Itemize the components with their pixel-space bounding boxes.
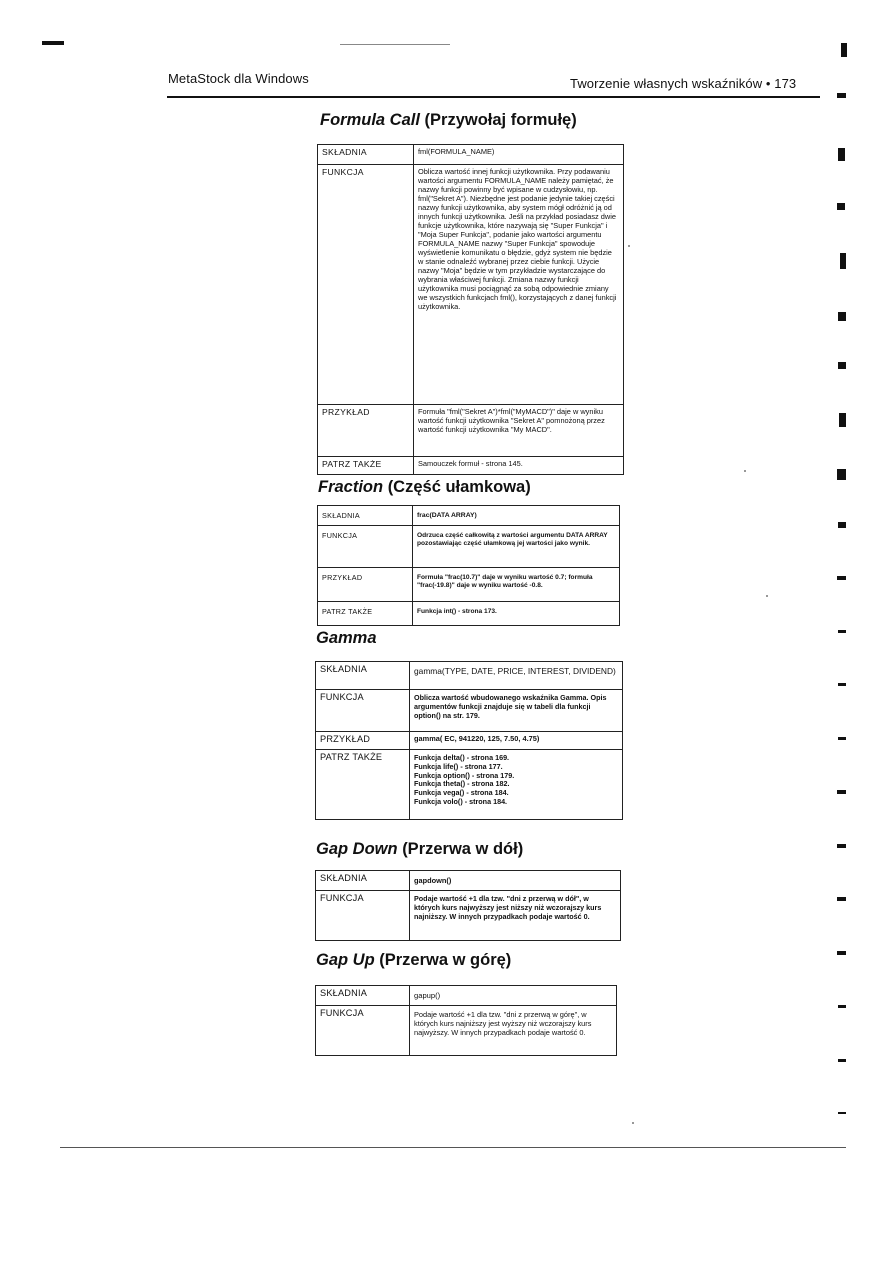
row-value: fml(FORMULA_NAME): [414, 145, 624, 165]
table-row: [318, 506, 620, 526]
edge-mark: [839, 413, 846, 427]
edge-mark: [840, 253, 846, 269]
edge-mark: [841, 43, 847, 57]
scan-speck: [766, 595, 768, 597]
section-title-gap-down: [316, 840, 523, 859]
table-row: [318, 165, 624, 405]
fraction-table: [317, 505, 620, 626]
row-value: Formuła "fml("Sekret A")*fml("MyMACD")" daje w wyniku wartość funkcji użytkownika "Sekret A" pomnożoną przez wartość funkcji użytkownika "My MACD".: [414, 405, 624, 457]
edge-mark: [837, 93, 846, 98]
row-key: FUNKCJA: [318, 526, 413, 568]
row-value: Funkcja int() - strona 173.: [413, 602, 620, 626]
scan-artifact: [42, 41, 64, 45]
row-key: FUNKCJA: [316, 891, 410, 941]
header-rule: [167, 96, 820, 98]
row-key: PATRZ TAKŻE: [318, 457, 414, 475]
edge-mark: [837, 951, 846, 955]
see-also-line: Funkcja delta() - strona 169.: [414, 753, 510, 762]
edge-mark: [838, 148, 845, 161]
section-title-en: Formula Call: [320, 111, 420, 129]
edge-mark: [838, 630, 846, 633]
table-row: [318, 405, 624, 457]
row-value: Samouczek formuł - strona 145.: [414, 457, 624, 475]
gamma-table: [315, 661, 623, 820]
row-key: PATRZ TAKŻE: [318, 602, 413, 626]
row-key: SKŁADNIA: [316, 662, 410, 690]
row-value: Oblicza wartość innej funkcji użytkownika. Przy podawaniu wartości argumentu FORMULA_NAME należy pamiętać, że nazwy funkcji powinny być wpisane w cudzysłowiu, np. fml("Sekret A"). Niezbędne jest podanie jedynie takiej części nazwy funkcji użytkownika, aby system mógł odróżnić ją od innych funkcji użytkownika. Jeśli na przykład posiadasz dwie funkcje użytkownika, które nazywają się "Super Funkcja" i "Moja Super Funkcja", podanie jako wartości argumentu FORMULA_NAME nazwy "Super Funkcja" spowoduje wyświetlenie komunikatu o błędzie, gdyż system nie będzie w stanie odnaleźć wybranej przez ciebie funkcji. Użycie nazwy "Moja" będzie w tym przykładzie wystarczające do wybrania właściwej funkcji. Zmiana nazwy funkcji użytkownika musi pociągnąć za sobą odpowiednie zmiany we wszystkich funkcjach fml(), korzystających z danej funkcji użytkownika.: [414, 165, 624, 405]
row-key: PATRZ TAKŻE: [316, 750, 410, 820]
row-value-list: [410, 750, 623, 820]
row-key: PRZYKŁAD: [318, 568, 413, 602]
edge-mark: [838, 1112, 846, 1114]
edge-mark: [838, 1005, 846, 1008]
row-value: Formuła "frac(10.7)" daje w wyniku wartość 0.7; formuła "frac(-19.8)" daje w wyniku wartość -0.8.: [413, 568, 620, 602]
section-title-pl: (Przywołaj formułę): [424, 111, 577, 129]
section-title-en: Fraction: [318, 478, 384, 496]
table-row: [318, 526, 620, 568]
row-key: PRZYKŁAD: [316, 732, 410, 750]
row-key: SKŁADNIA: [318, 145, 414, 165]
edge-mark: [838, 683, 846, 686]
row-value: Podaje wartość +1 dla tzw. "dni z przerwą w górę", w których kurs najniższy jest wyższy niż wczorajszy kurs najwyższy. W innych przypadkach podaje wartość 0.: [410, 1006, 617, 1056]
table-row: [316, 750, 623, 820]
table-row: [318, 602, 620, 626]
table-row: [316, 871, 621, 891]
section-title-en: Gap Down: [316, 840, 398, 858]
row-value: gapup(): [410, 986, 617, 1006]
row-key: FUNKCJA: [318, 165, 414, 405]
row-key: SKŁADNIA: [318, 506, 413, 526]
running-header-left: MetaStock dla Windows: [168, 71, 309, 86]
table-row: [316, 662, 623, 690]
gap-up-table: [315, 985, 617, 1056]
edge-mark: [838, 737, 846, 740]
see-also-line: Funkcja life() - strona 177.: [414, 761, 503, 771]
section-title-pl: (Przerwa w górę): [379, 951, 512, 969]
see-also-line: Funkcja vega() - strona 184.: [414, 788, 509, 798]
edge-mark: [837, 469, 846, 480]
edge-mark: [838, 522, 846, 528]
table-row: [316, 1006, 617, 1056]
row-key: SKŁADNIA: [316, 871, 410, 891]
gap-down-table: [315, 870, 621, 941]
row-key: FUNKCJA: [316, 1006, 410, 1056]
row-value: gamma( EC, 941220, 125, 7.50, 4.75): [410, 732, 623, 750]
edge-mark: [837, 844, 846, 848]
section-title-pl: (Przerwa w dół): [402, 840, 524, 858]
section-title-en: Gamma: [316, 629, 377, 647]
see-also-line: Funkcja theta() - strona 182.: [414, 779, 510, 789]
table-row: [318, 145, 624, 165]
table-row: [316, 891, 621, 941]
see-also-line: Funkcja option() - strona 179.: [414, 770, 515, 780]
section-title-gap-up: [316, 951, 511, 970]
table-row: [318, 568, 620, 602]
edge-mark: [837, 203, 845, 210]
edge-mark: [837, 576, 846, 580]
table-row: [316, 986, 617, 1006]
edge-mark: [837, 897, 846, 901]
edge-mark: [837, 790, 846, 794]
section-title-fraction: [318, 478, 531, 497]
row-value: Oblicza wartość wbudowanego wskaźnika Gamma. Opis argumentów funkcji znajduje się w tabeli dla funkcji option() na str. 179.: [410, 690, 623, 732]
edge-mark: [838, 362, 846, 369]
footer-rule: [60, 1147, 846, 1148]
see-also-line: Funkcja volo() - strona 184.: [414, 796, 508, 806]
table-row: [318, 457, 624, 475]
row-value: frac(DATA ARRAY): [413, 506, 620, 526]
row-key: PRZYKŁAD: [318, 405, 414, 457]
row-value: Podaje wartość +1 dla tzw. "dni z przerwą w dół", w których kurs najwyższy jest niższy niż wczorajszy kurs najniższy. W innych przypadkach podaje wartość 0.: [410, 891, 621, 941]
scan-speck: [744, 470, 746, 472]
section-title-en: Gap Up: [316, 951, 375, 969]
scan-speck: [632, 1122, 634, 1124]
section-title-gamma: [316, 629, 377, 648]
edge-mark: [838, 1059, 846, 1062]
formula-call-table: [317, 144, 624, 475]
row-key: SKŁADNIA: [316, 986, 410, 1006]
row-value: gapdown(): [410, 871, 621, 891]
scan-speck: [628, 245, 630, 247]
edge-mark: [838, 312, 846, 321]
table-row: [316, 732, 623, 750]
section-title-formula-call: [320, 111, 577, 130]
top-faint-line: [340, 44, 450, 45]
row-key: FUNKCJA: [316, 690, 410, 732]
table-row: [316, 690, 623, 732]
row-value: Odrzuca część całkowitą z wartości argumentu DATA ARRAY pozostawiając część ułamkową jej wartości jako wynik.: [413, 526, 620, 568]
section-title-pl: (Część ułamkowa): [387, 478, 531, 496]
running-header-right: Tworzenie własnych wskaźników • 173: [570, 76, 797, 91]
row-value: gamma(TYPE, DATE, PRICE, INTEREST, DIVIDEND): [410, 662, 623, 690]
